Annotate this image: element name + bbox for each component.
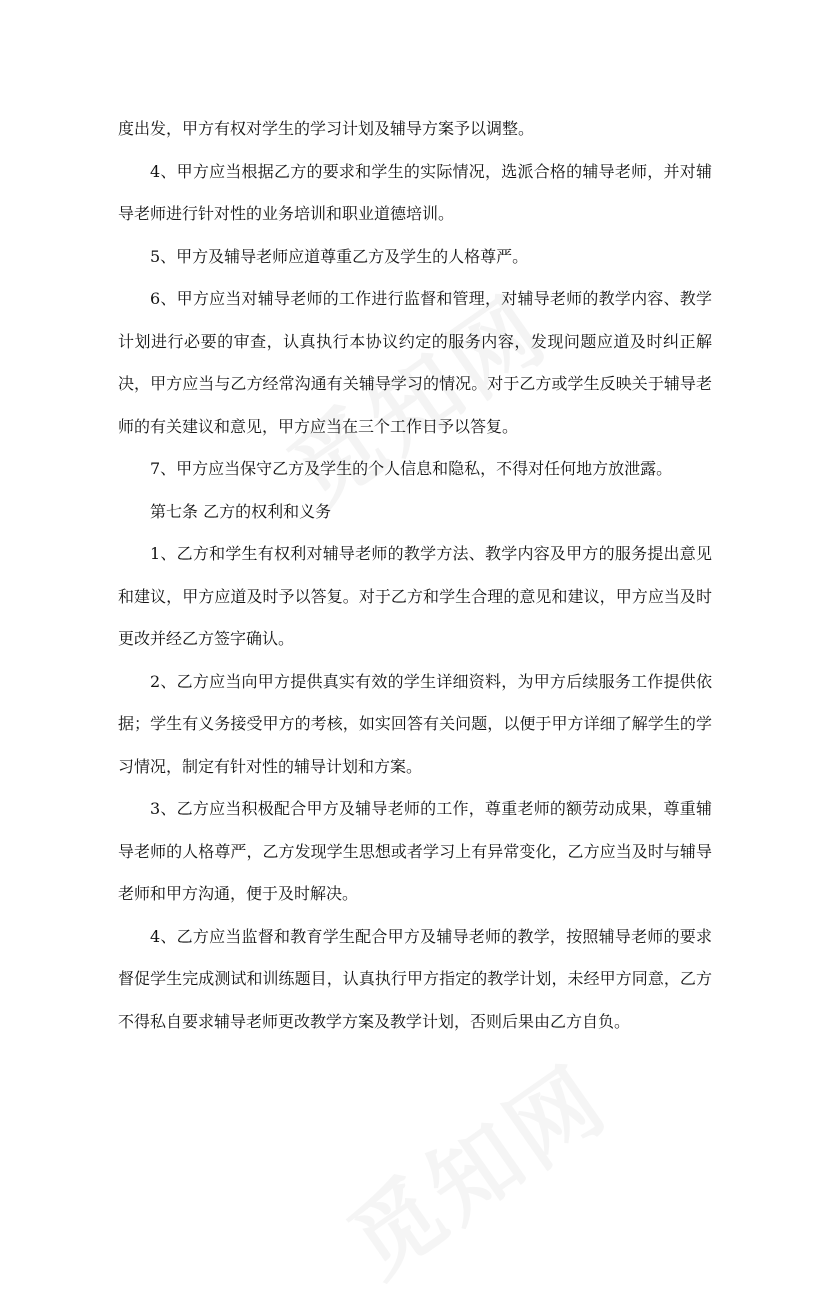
paragraph-party-b-3: 3、乙方应当积极配合甲方及辅导老师的工作，尊重老师的额劳动成果，尊重辅导老师的人格尊严，乙方发现学生思想或者学习上有异常变化，乙方应当及时与辅导老师和甲方沟通，便于及时解决。 [118,799,712,903]
paragraph-clause-6: 6、甲方应当对辅导老师的工作进行监督和管理，对辅导老师的教学内容、教学计划进行必要的审查，认真执行本协议约定的服务内容，发现问题应道及时纠正解决，甲方应当与乙方经常沟通有关辅导学习的情况。对于乙方或学生反映关于辅导老师的有关建议和意见，甲方应当在三个工作日予以答复。 [118,289,712,436]
paragraph-clause-7: 7、甲方应当保守乙方及学生的个人信息和隐私，不得对任何地方放泄露。 [150,459,673,478]
section-heading-article-7: 第七条 乙方的权利和义务 [150,501,332,521]
paragraph-clause-5: 5、甲方及辅导老师应道尊重乙方及学生的人格尊严。 [150,246,529,266]
paragraph-continuation: 度出发，甲方有权对学生的学习计划及辅导方案予以调整。 [118,119,535,138]
paragraph-party-b-4: 4、乙方应当监督和教育学生配合甲方及辅导老师的教学，按照辅导老师的要求督促学生完成测试和训练题目，认真执行甲方指定的教学计划，未经甲方同意，乙方不得私自要求辅导老师更改教学方案及教学计划，否则后果由乙方自负。 [118,926,712,1031]
document-body [118,108,712,1043]
watermark-bottom [319,1029,629,1301]
paragraph-party-b-1: 1、乙方和学生有权利对辅导老师的教学方法、教学内容及甲方的服务提出意见和建议，甲方应道及时予以答复。对于乙方和学生合理的意见和建议，甲方应当及时更改并经乙方签字确认。 [118,544,712,648]
paragraph-clause-4: 4、甲方应当根据乙方的要求和学生的实际情况，选派合格的辅导老师，并对辅导老师进行针对性的业务培训和职业道德培训。 [118,161,712,223]
paragraph-party-b-2: 2、乙方应当向甲方提供真实有效的学生详细资料，为甲方后续服务工作提供依据；学生有义务接受甲方的考核，如实回答有关问题，以便于甲方详细了解学生的学习情况，制定有针对性的辅导计划和方案。 [118,671,712,776]
